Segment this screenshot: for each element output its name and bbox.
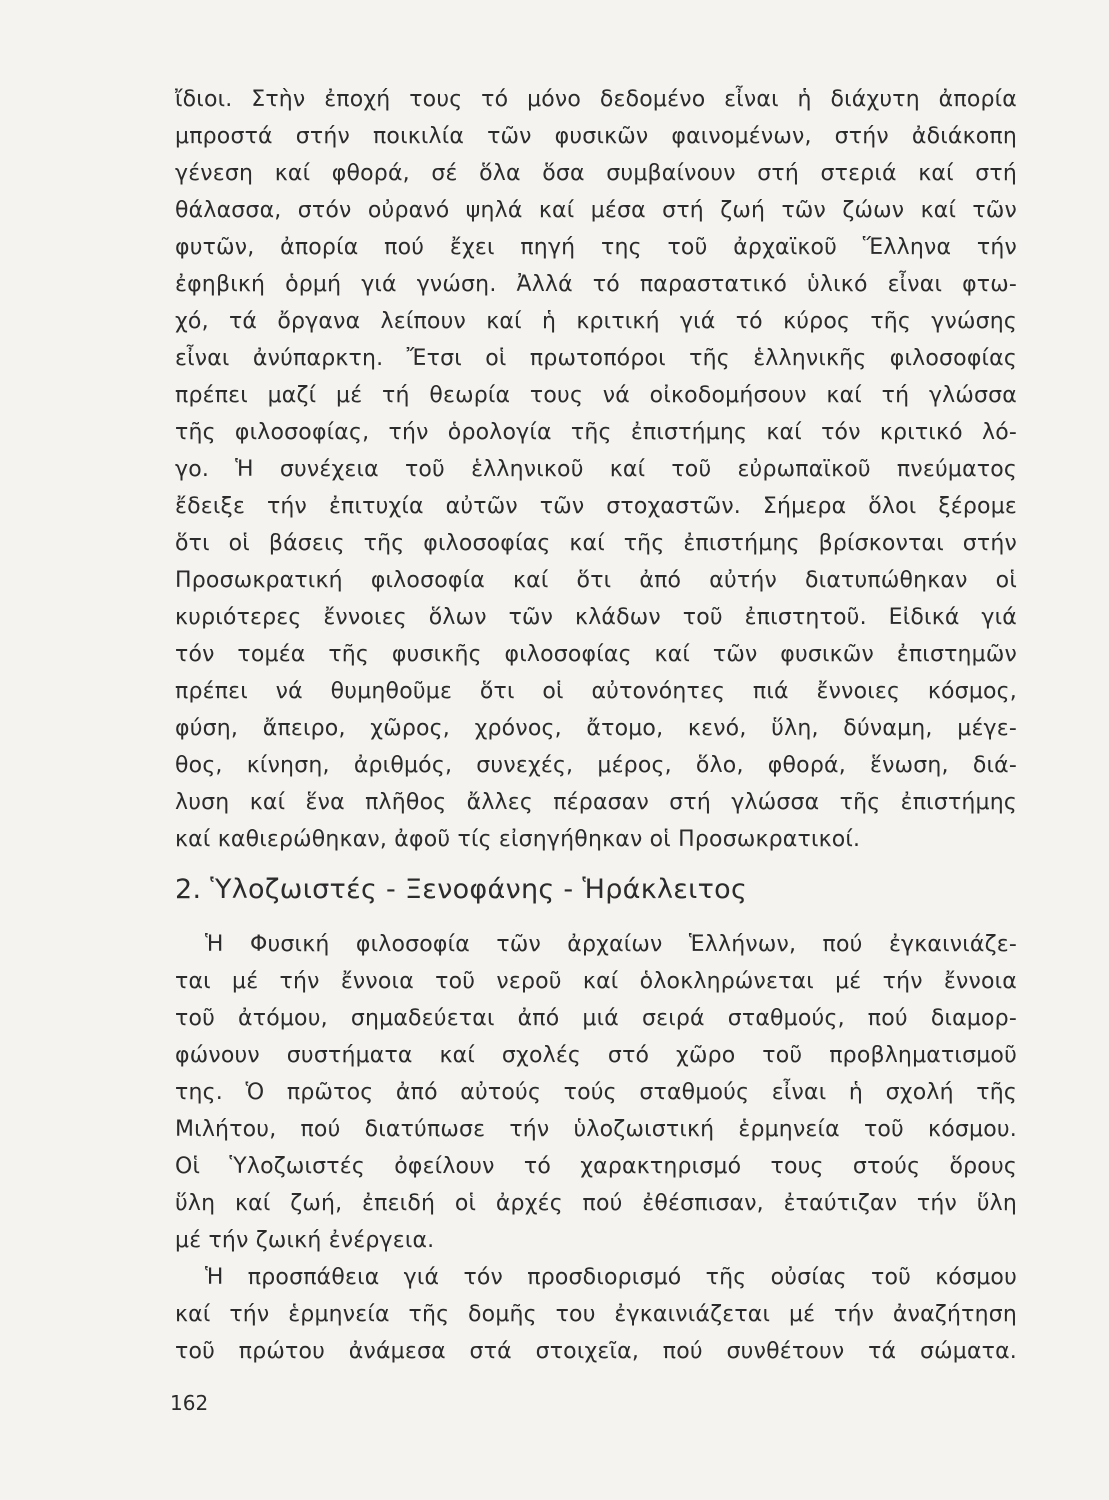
- text-line: της. Ὁ πρῶτος ἀπό αὐτούς τούς σταθμούς εἶναι ἡ σχολή τῆς: [175, 1080, 1017, 1105]
- text-line: ἴδιοι. Στὴν ἐποχή τους τό μόνο δεδομένο εἶναι ἡ διάχυτη ἀπορία: [175, 87, 1017, 112]
- text-line: εἶναι ἀνύπαρκτη. Ἔτσι οἱ πρωτοπόροι τῆς ἑλληνικῆς φιλοσοφίας: [175, 346, 1017, 371]
- section-heading: 2. Ὑλοζωιστές - Ξενοφάνης - Ἡράκλειτος: [175, 874, 748, 905]
- text-line: γένεση καί φθορά, σέ ὅλα ὅσα συμβαίνουν στή στεριά καί στή: [175, 161, 1017, 186]
- text-line: θάλασσα, στόν οὐρανό ψηλά καί μέσα στή ζωή τῶν ζώων καί τῶν: [175, 198, 1017, 223]
- text-line: μπροστά στήν ποικιλία τῶν φυσικῶν φαινομένων, στήν ἀδιάκοπη: [175, 124, 1017, 149]
- text-line: φυτῶν, ἀπορία πού ἔχει πηγή της τοῦ ἀρχαϊκοῦ Ἕλληνα τήν: [175, 235, 1017, 260]
- text-line: λυση καί ἕνα πλῆθος ἄλλες πέρασαν στή γλώσσα τῆς ἐπιστήμης: [175, 790, 1017, 815]
- text-line: Μιλήτου, πού διατύπωσε τήν ὑλοζωιστική ἑρμηνεία τοῦ κόσμου.: [175, 1117, 1017, 1142]
- text-line: τοῦ πρώτου ἀνάμεσα στά στοιχεῖα, πού συνθέτουν τά σώματα.: [175, 1339, 1017, 1364]
- text-line: ἔδειξε τήν ἐπιτυχία αὐτῶν τῶν στοχαστῶν. Σήμερα ὅλοι ξέρομε: [175, 494, 1017, 519]
- text-line: γο. Ἡ συνέχεια τοῦ ἑλληνικοῦ καί τοῦ εὐρωπαϊκοῦ πνεύματος: [175, 457, 1017, 482]
- text-line: πρέπει μαζί μέ τή θεωρία τους νά οἰκοδομήσουν καί τή γλώσσα: [175, 383, 1017, 408]
- text-line: καί καθιερώθηκαν, ἀφοῦ τίς εἰσηγήθηκαν οἱ Προσωκρατικοί.: [175, 827, 861, 852]
- text-line: πρέπει νά θυμηθοῦμε ὅτι οἱ αὐτονόητες πιά ἔννοιες κόσμος,: [175, 679, 1017, 704]
- text-line: ὅτι οἱ βάσεις τῆς φιλοσοφίας καί τῆς ἐπιστήμης βρίσκονται στήν: [175, 531, 1017, 556]
- text-line: Οἱ Ὑλοζωιστές ὀφείλουν τό χαρακτηρισμό τους στούς ὅρους: [175, 1154, 1017, 1179]
- text-line: τόν τομέα τῆς φυσικῆς φιλοσοφίας καί τῶν φυσικῶν ἐπιστημῶν: [175, 642, 1017, 667]
- text-line: Ἡ προσπάθεια γιά τόν προσδιορισμό τῆς οὐσίας τοῦ κόσμου: [205, 1265, 1017, 1290]
- text-line: κυριότερες ἔννοιες ὅλων τῶν κλάδων τοῦ ἐπιστητοῦ. Εἰδικά γιά: [175, 605, 1017, 630]
- text-line: Ἡ Φυσική φιλοσοφία τῶν ἀρχαίων Ἑλλήνων, πού ἐγκαινιάζε-: [205, 932, 1017, 957]
- text-line: ὕλη καί ζωή, ἐπειδή οἱ ἀρχές πού ἐθέσπισαν, ἐταύτιζαν τήν ὕλη: [175, 1191, 1017, 1216]
- text-line: μέ τήν ζωική ἐνέργεια.: [175, 1228, 435, 1253]
- text-line: τοῦ ἀτόμου, σημαδεύεται ἀπό μιά σειρά σταθμούς, πού διαμορ-: [175, 1006, 1017, 1031]
- text-line: ται μέ τήν ἔννοια τοῦ νεροῦ καί ὁλοκληρώνεται μέ τήν ἔννοια: [175, 969, 1017, 994]
- text-line: θος, κίνηση, ἀριθμός, συνεχές, μέρος, ὅλο, φθορά, ἕνωση, διά-: [175, 753, 1017, 778]
- text-line: καί τήν ἑρμηνεία τῆς δομῆς του ἐγκαινιάζεται μέ τήν ἀναζήτηση: [175, 1302, 1017, 1327]
- page-number: 162: [170, 1391, 209, 1415]
- text-line: ἐφηβική ὁρμή γιά γνώση. Ἀλλά τό παραστατικό ὑλικό εἶναι φτω-: [175, 272, 1017, 297]
- text-line: χό, τά ὄργανα λείπουν καί ἡ κριτική γιά τό κύρος τῆς γνώσης: [175, 309, 1017, 334]
- text-line: φύση, ἄπειρο, χῶρος, χρόνος, ἄτομο, κενό, ὕλη, δύναμη, μέγε-: [175, 716, 1017, 741]
- text-line: τῆς φιλοσοφίας, τήν ὁρολογία τῆς ἐπιστήμης καί τόν κριτικό λό-: [175, 420, 1017, 445]
- text-line: Προσωκρατική φιλοσοφία καί ὅτι ἀπό αὐτήν διατυπώθηκαν οἱ: [175, 568, 1017, 593]
- text-line: φώνουν συστήματα καί σχολές στό χῶρο τοῦ προβληματισμοῦ: [175, 1043, 1017, 1068]
